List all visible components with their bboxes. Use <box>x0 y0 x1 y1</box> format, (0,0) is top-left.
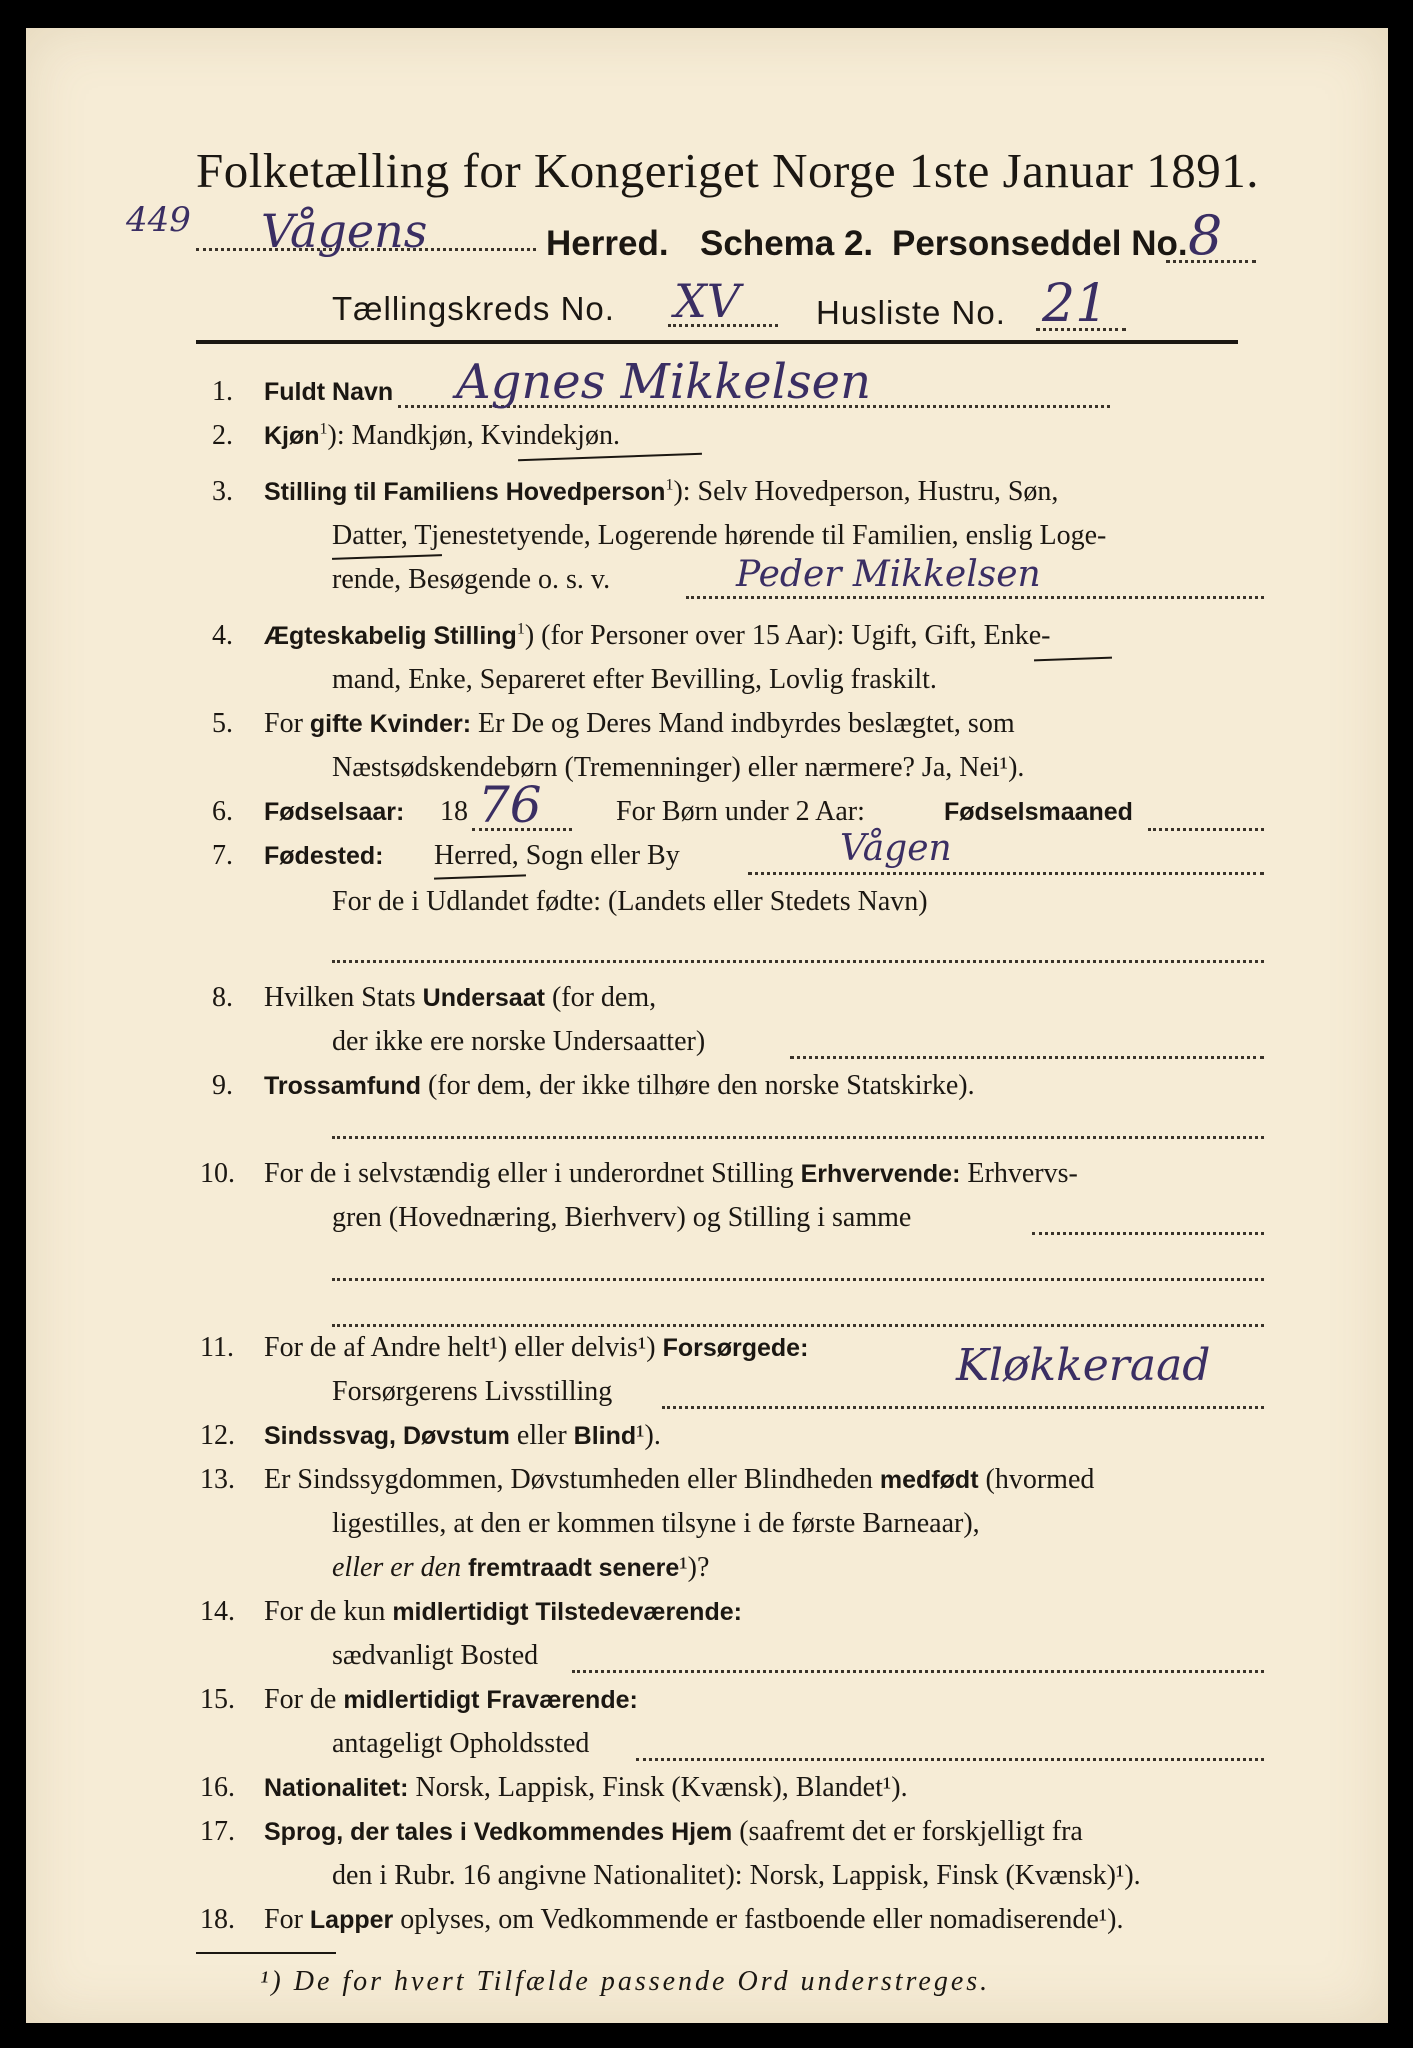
q3-text1: ): Selv Hovedperson, Hustru, Søn, <box>673 476 1059 507</box>
q15-label: midlertidigt Fraværende: <box>343 1686 638 1714</box>
q15-dotline <box>636 1758 1264 1761</box>
q4-line1 <box>264 620 1050 652</box>
q13-number: 13. <box>200 1464 235 1495</box>
husliste-label: Husliste No. <box>816 294 1006 331</box>
q3-value: Peder Mikkelsen <box>736 554 1041 595</box>
q17-label: Sprog, der tales i Vedkommendes Hjem <box>264 1818 733 1846</box>
q14-label: midlertidigt Tilstedeværende: <box>392 1598 742 1626</box>
herred-value: Vågens <box>261 204 428 258</box>
q14-dotline <box>572 1670 1264 1673</box>
q14-line1 <box>264 1596 742 1628</box>
q4-sup: 1 <box>516 620 525 638</box>
q12-number: 12. <box>200 1420 235 1451</box>
q5-text1: Er De og Deres Mand indbyrdes beslægtet, som <box>478 708 1015 739</box>
q5-label: gifte Kvinder: <box>309 710 472 738</box>
q3-underline <box>332 554 442 560</box>
q2-options: ): Mandkjøn, Kvindekjøn. <box>327 420 620 451</box>
q10-text1b: Erhvervs- <box>960 1158 1078 1189</box>
q3-sup: 1 <box>665 476 674 494</box>
q9-dotline <box>332 1136 1264 1139</box>
q6-label: Fødselsaar: <box>264 798 405 826</box>
kreds-label: Tællingskreds No. <box>332 290 615 327</box>
personseddel-value: 8 <box>1188 204 1223 267</box>
q9-label: Trossamfund <box>264 1072 421 1100</box>
q4-text2: mand, Enke, Separeret efter Bevilling, Lovlig fraskilt. <box>332 664 937 695</box>
q5-pre: For <box>264 708 310 739</box>
q12-label: Sindssvag, Døvstum <box>264 1422 510 1450</box>
q13-text3b: ¹)? <box>679 1552 710 1583</box>
q8-label: Undersaat <box>422 984 545 1012</box>
q11-value: Kløkkeraad <box>956 1340 1211 1391</box>
q12-line1 <box>264 1420 661 1452</box>
q9-line1 <box>264 1070 975 1102</box>
q9-text: (for dem, der ikke tilhøre den norske Statskirke). <box>420 1070 975 1101</box>
q7-dotline2 <box>332 960 1264 963</box>
q18-number: 18. <box>200 1904 235 1935</box>
q18-text: oplyses, om Vedkommende er fastboende eller nomadiserende¹). <box>393 1904 1124 1935</box>
q8-text1b: (for dem, <box>544 982 657 1013</box>
q7-text: Herred, Sogn eller By <box>434 840 680 871</box>
q17-text1: (saafremt det er forskjelligt fra <box>732 1816 1083 1847</box>
q10-dotline <box>1032 1232 1264 1235</box>
footnote-rule <box>196 1952 336 1954</box>
q8-number: 8. <box>212 982 233 1013</box>
q14-text1: For de kun <box>264 1596 393 1627</box>
q12-tail: ¹). <box>636 1420 661 1451</box>
q17-line1 <box>264 1816 1083 1848</box>
husliste-value: 21 <box>1042 274 1109 334</box>
q1-label: Fuldt Navn <box>264 378 394 406</box>
q4-text1: ) (for Personer over 15 Aar): Ugift, Gift, Enke- <box>524 620 1051 651</box>
q4-number: 4. <box>212 620 233 651</box>
q8-line1 <box>264 982 656 1014</box>
q18-label: Lapper <box>309 1906 394 1934</box>
kreds-value: XV <box>674 274 740 328</box>
q12-text: eller <box>509 1420 574 1451</box>
q4-label: Ægteskabelig Stilling <box>264 622 517 650</box>
q10-line1 <box>264 1158 1078 1190</box>
personseddel-label: Personseddel No. <box>892 224 1188 263</box>
q17-number: 17. <box>200 1816 235 1847</box>
q5-line1 <box>264 708 1015 740</box>
q16-number: 16. <box>200 1772 235 1803</box>
q16-label: Nationalitet: <box>264 1774 409 1802</box>
q11-text1: For de af Andre helt¹) eller delvis¹) <box>264 1332 663 1363</box>
q6-text: For Børn under 2 Aar: <box>616 796 865 827</box>
q15-text1: For de <box>264 1684 344 1715</box>
q7-number: 7. <box>212 840 233 871</box>
q7-text2: For de i Udlandet fødte: (Landets eller Stedets Navn) <box>332 886 928 917</box>
q13-text2: ligestilles, at den er kommen tilsyne i de første Barneaar), <box>332 1508 980 1539</box>
q10-text2: gren (Hovednæring, Bierhverv) og Stilling i samme <box>332 1202 912 1233</box>
q3-label: Stilling til Familiens Hovedperson <box>264 478 666 506</box>
q11-number: 11. <box>200 1332 234 1363</box>
q8-dotline <box>790 1056 1264 1059</box>
q13-line1 <box>264 1464 1094 1496</box>
q3-dotline <box>686 596 1264 599</box>
q2-text <box>264 420 620 452</box>
q11-dotline <box>662 1406 1264 1409</box>
q6-number: 6. <box>212 796 233 827</box>
archive-number: 449 <box>126 200 191 240</box>
q4-underline <box>1034 657 1112 662</box>
q13-text3a: eller er den <box>332 1552 469 1583</box>
q17-text2: den i Rubr. 16 angivne Nationalitet): Norsk, Lappisk, Finsk (Kvænsk)¹). <box>332 1860 1141 1891</box>
q15-text2: antageligt Opholdssted <box>332 1728 590 1759</box>
q2-label: Kjøn <box>264 422 320 450</box>
q3-number: 3. <box>212 476 233 507</box>
q13-label2: fremtraadt senere <box>468 1554 680 1582</box>
q18-line1 <box>264 1904 1123 1936</box>
q2-number: 2. <box>212 420 233 451</box>
census-form <box>26 28 1388 2023</box>
q13-line3 <box>332 1552 709 1584</box>
q5-text2: Næstsødskendebørn (Tremenninger) eller nærmere? Ja, Nei¹). <box>332 752 1025 783</box>
q8-text1a: Hvilken Stats <box>264 982 423 1013</box>
q13-text1: Er Sindssygdommen, Døvstumheden eller Blindheden <box>264 1464 880 1495</box>
q10-dotline3 <box>332 1324 1264 1327</box>
q2-underline <box>518 453 702 461</box>
q7-underline <box>434 874 526 879</box>
q16-line1 <box>264 1772 908 1804</box>
q7-value: Vågen <box>840 828 952 869</box>
footnote: ¹) De for hvert Tilfælde passende Ord understreges. <box>260 1966 991 1997</box>
q16-text: Norsk, Lappisk, Finsk (Kvænsk), Blandet¹). <box>408 1772 908 1803</box>
q2-sup: 1 <box>319 420 328 438</box>
q18-text1: For <box>264 1904 310 1935</box>
q9-number: 9. <box>212 1070 233 1101</box>
q5-number: 5. <box>212 708 233 739</box>
schema-label: Schema 2. <box>700 224 874 263</box>
q11-line1 <box>264 1332 808 1364</box>
q3-line1 <box>264 476 1058 508</box>
form-title: Folketælling for Kongeriget Norge 1ste Januar 1891. <box>196 143 1259 198</box>
q12-label2: Blind <box>573 1422 637 1450</box>
q7-dotline <box>748 872 1264 875</box>
q6-year-value: 76 <box>478 776 542 834</box>
q14-text2: sædvanligt Bosted <box>332 1640 539 1671</box>
q6-label2: Fødselsmaaned <box>944 798 1133 826</box>
q11-label: Forsørgede: <box>662 1334 809 1362</box>
q10-dotline2 <box>332 1278 1264 1281</box>
q13-label: medfødt <box>879 1466 979 1494</box>
q14-number: 14. <box>200 1596 235 1627</box>
q13-text1b: (hvormed <box>978 1464 1095 1495</box>
herred-label: Herred. <box>546 224 669 263</box>
q3-text2: Datter, Tjenestetyende, Logerende hørende til Familien, enslig Loge- <box>332 520 1107 551</box>
header-rule <box>196 340 1238 344</box>
q15-number: 15. <box>200 1684 235 1715</box>
q3-text3: rende, Besøgende o. s. v. <box>332 564 611 595</box>
q7-label: Fødested: <box>264 842 384 870</box>
q10-number: 10. <box>200 1158 235 1189</box>
q1-name-value: Agnes Mikkelsen <box>456 354 871 410</box>
q10-text1: For de i selvstændig eller i underordnet Stilling <box>264 1158 801 1189</box>
q6-month-dotline <box>1148 828 1264 831</box>
q1-number: 1. <box>212 376 233 407</box>
q6-year-prefix: 18 <box>440 796 468 827</box>
q8-text2: der ikke ere norske Undersaatter) <box>332 1026 706 1057</box>
q15-line1 <box>264 1684 638 1716</box>
q11-text2: Forsørgerens Livsstilling <box>332 1376 613 1407</box>
q10-label: Erhvervende: <box>800 1160 961 1188</box>
